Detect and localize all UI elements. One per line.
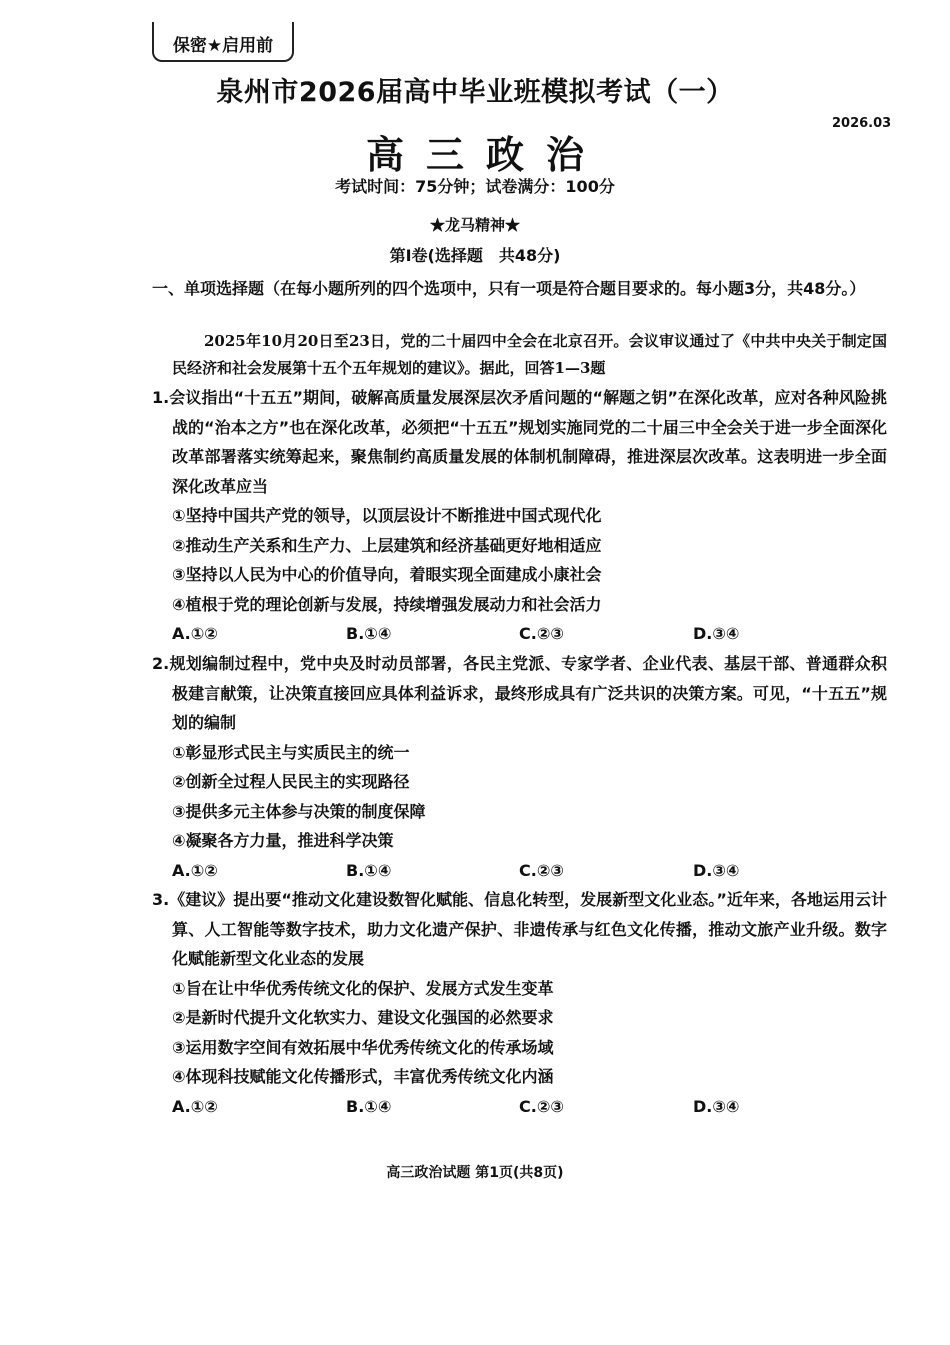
statement-option: ①坚持中国共产党的领导，以顶层设计不断推进中国式现代化 (172, 506, 602, 525)
statement-option: ①彰显形式民主与实质民主的统一 (172, 742, 410, 762)
question-stem: 1.会议指出“十五五”期间，破解高质量发展深层次矛盾问题的“解题之钥”在深化改革，应对各种风险挑战的“治本之方”也在深化改革，必须把“十五五”规划实施同党的二十届三中全会关于进一步全面深化改革部署落实统筹起来，聚焦制约高质量发展的体制机制障碍，推进深层次改革。这表明进一步全面深化改革应当 (152, 388, 887, 496)
statement-option: ②是新时代提升文化软实力、建设文化强国的必然要求 (172, 1008, 554, 1027)
exam-date: 2026.03 (832, 116, 892, 131)
answer-choices (152, 619, 887, 649)
question-3 (152, 885, 887, 1121)
question-stem: 3.《建议》提出要“推动文化建设数智化赋能、信息化转型，发展新型文化业态。”近年来，各地运用云计算、人工智能等数字技术，助力文化遗产保护、非遗传承与红色文化传播，推动文旅产业升级。数字化赋能新型文化业态的发展 (152, 890, 887, 968)
choice-c: C.②③ (519, 1096, 564, 1116)
stamp-text: 保密★启用前 (172, 36, 274, 56)
question-stem: 2.规划编制过程中，党中央及时动员部署，各民主党派、专家学者、企业代表、基层干部、普通群众积极建言献策，让决策直接回应具体利益诉求，最终形成具有广泛共识的决策方案。可见，“十五五”规划的编制 (152, 654, 887, 732)
spirit-motto: ★龙马精神★ (429, 216, 520, 234)
choice-d: D.③④ (693, 1096, 740, 1116)
statement-option: ②推动生产关系和生产力、上层建筑和经济基础更好地相适应 (172, 535, 602, 555)
choice-a: A.①② (172, 1096, 218, 1116)
section-heading: 一、单项选择题（在每小题所列的四个选项中，只有一项是符合题目要求的。每小题3分，共48分。） (152, 279, 866, 298)
statement-option: ③坚持以人民为中心的价值导向，着眼实现全面建成小康社会 (172, 565, 602, 584)
answer-choices (152, 1092, 887, 1122)
exam-title: 泉州市2026届高中毕业班模拟考试（一） (216, 77, 734, 108)
statement-option: ③运用数字空间有效拓展中华优秀传统文化的传承场域 (172, 1037, 554, 1057)
choice-a: A.①② (172, 860, 218, 880)
statement-option: ④体现科技赋能文化传播形式，丰富优秀传统文化内涵 (172, 1067, 554, 1086)
choice-c: C.②③ (519, 860, 564, 880)
answer-choices (152, 856, 887, 886)
choice-d: D.③④ (693, 860, 740, 880)
statement-option: ②创新全过程人民民主的实现路径 (172, 772, 410, 791)
choice-b: B.①④ (346, 624, 392, 643)
choice-b: B.①④ (346, 860, 392, 880)
choice-c: C.②③ (519, 624, 564, 643)
choice-a: A.①② (172, 624, 218, 643)
choice-d: D.③④ (693, 624, 740, 643)
part-heading: 第Ⅰ卷(选择题 共48分) (389, 246, 561, 265)
subject-title: 高三政治 (365, 133, 606, 177)
choice-b: B.①④ (346, 1096, 392, 1116)
confidential-stamp (152, 22, 294, 62)
statement-option: ④凝聚各方力量，推进科学决策 (172, 831, 394, 850)
page-footer: 高三政治试题 第1页(共8页) (386, 1165, 564, 1181)
statement-option: ④植根于党的理论创新与发展，持续增强发展动力和社会活力 (172, 594, 602, 614)
statement-option: ①旨在让中华优秀传统文化的保护、发展方式发生变革 (172, 978, 554, 998)
statement-option: ③提供多元主体参与决策的制度保障 (172, 801, 426, 821)
exam-meta: 考试时间：75分钟；试卷满分：100分 (335, 177, 615, 196)
material-paragraph: 2025年10月20日至23日，党的二十届四中全会在北京召开。会议审议通过了《中共中央关于制定国民经济和社会发展第十五个五年规划的建议》。据此，回答1—3题 (172, 332, 887, 377)
question-1 (152, 383, 887, 649)
question-2 (152, 649, 887, 885)
